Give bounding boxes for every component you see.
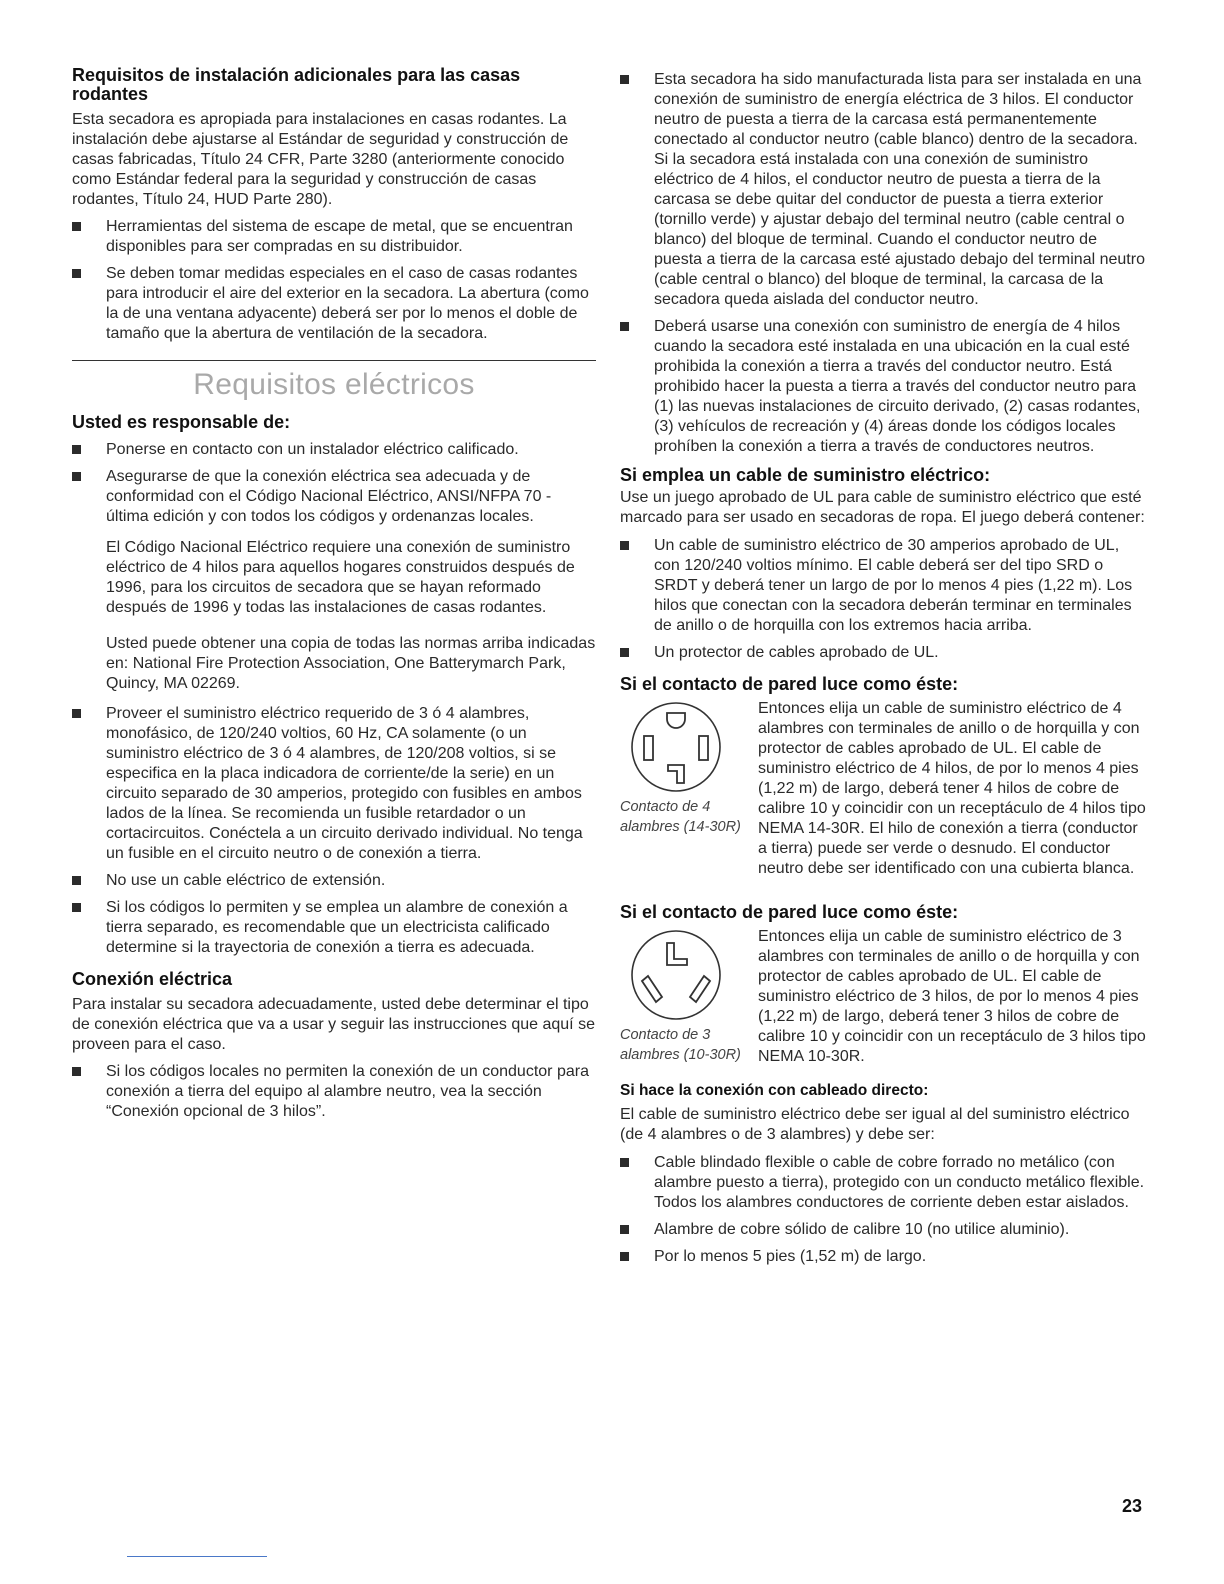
nec-paragraph: El Código Nacional Eléctrico requiere una conexión de suministro eléctrico de 4 hilos para aquellos hogares construidos después de 1996, para los circuitos de secadora que se hayan reformado después de 1996 y todas las instalaciones de casas rodantes. [106, 539, 575, 616]
list-item: Herramientas del sistema de escape de metal, que se encuentran disponibles para ser compradas en su distribuidor. [72, 217, 596, 257]
outlet3-heading: Si el contacto de pared luce como éste: [620, 902, 959, 922]
list-item: Alambre de cobre sólido de calibre 10 (no utilice aluminio). [620, 1220, 1148, 1240]
right-column [620, 64, 1148, 1267]
outlet4-figure [620, 699, 744, 837]
four-wire-outlet-icon [620, 699, 730, 795]
bullet-square-icon [72, 472, 81, 481]
list-item: Asegurarse de que la conexión eléctrica sea adecuada y de conformidad con el Código Nacional Eléctrico, ANSI/NFPA 70 - última edición y con todos los códigos y ordenanzas locales. [72, 467, 596, 527]
outlet3-figure [620, 927, 744, 1065]
connection-heading: Conexión eléctrica [72, 969, 233, 989]
outlet3-caption-line1: Contacto de 3 [620, 1027, 711, 1043]
outlet3-block [620, 927, 1148, 1067]
section-title: Requisitos eléctricos [193, 368, 475, 401]
list-item: Proveer el suministro eléctrico requerido de 3 ó 4 alambres, monofásico, de 120/240 voltios, 60 Hz, CA solamente (o un suministro eléctrico de 3 ó 4 alambres, de 120/208 voltios, si se especifica en la placa indicadora de corriente/de la serie) en un circuito separado de 30 amperios, protegido con fusibles en ambos lados de la línea. Se recomienda un fusible retardador o un cortacircuitos. Conéctela a un circuito derivado individual. No tenga un fusible en el circuito neutro o de conexión a tierra. [72, 704, 596, 864]
list-item: Deberá usarse una conexión con suministro de energía de 4 hilos cuando la secadora esté instalada en una ubicación en la cual esté prohibida la conexión a tierra a través del conductor neutro. Está prohibido hacer la puesta a tierra a través del conductor neutro para (1) las nuevas instalaciones de circuito derivado, (2) casas rodantes, (3) vehículos de recreación y (4) áreas donde los códigos locales prohíben la conexión a tierra a través de conductores neutros. [620, 317, 1148, 457]
responsible-bullets [72, 440, 596, 527]
outlet4-caption-line1: Contacto de 4 [620, 799, 711, 815]
neutral-ground-bullets [620, 70, 1148, 457]
bullet-square-icon [620, 1158, 629, 1167]
bullet-square-icon [72, 222, 81, 231]
outlet4-text: Entonces elija un cable de suministro eléctrico de 4 alambres con terminales de anillo o de horquilla y con protector de cables aprobado de UL. El cable de suministro eléctrico de 4 hilos, de por lo menos 4 pies (1,22 m) de largo, deberá tener 4 hilos de cobre de calibre 10 y coincidir con un receptáculo de 4 hilos tipo NEMA 14-30R. El hilo de conexión a tierra (conductor a tierra) puede ser verde o desnudo. El conductor neutro debe ser identificado con una cubierta blanca. [758, 700, 1146, 877]
bullet-square-icon [72, 445, 81, 454]
direct-wire-bullets [620, 1153, 1148, 1267]
list-item: Esta secadora ha sido manufacturada lista para ser instalada en una conexión de suministro de energía eléctrica de 3 hilos. El conductor neutro de puesta a tierra de la carcasa está permanentemente conectado al conductor neutro (cable blanco) dentro de la secadora. Si la secadora está instalada con una conexión de suministro eléctrico de 4 hilos, el conductor neutro de puesta a tierra de la carcasa se debe quitar del conductor de puesta a tierra exterior (tornillo verde) y ajustar debajo del terminal neutro (cable central o blanco) del bloque de terminal. Cuando el conductor neutro de puesta a tierra de la carcasa esté ajustado debajo del terminal neutro (cable central o blanco) del bloque de terminal, la carcasa de la secadora queda aislada del conductor neutro. [620, 70, 1148, 310]
list-item: Por lo menos 5 pies (1,52 m) de largo. [620, 1247, 1148, 1267]
responsible-bullets-2 [72, 704, 596, 958]
bullet-square-icon [620, 322, 629, 331]
list-item: No use un cable eléctrico de extensión. [72, 871, 596, 891]
list-item: Si los códigos locales no permiten la conexión de un conductor para conexión a tierra del equipo al alambre neutro, vea la sección “Conexión opcional de 3 hilos”. [72, 1062, 596, 1122]
mobile-home-bullets [72, 217, 596, 344]
bullet-square-icon [72, 269, 81, 278]
direct-wire-intro: El cable de suministro eléctrico debe ser igual al del suministro eléctrico (de 4 alambres o de 3 alambres) y debe ser: [620, 1106, 1130, 1143]
bullet-square-icon [620, 1225, 629, 1234]
page-number: 23 [1121, 1496, 1142, 1516]
power-cord-intro: Use un juego aprobado de UL para cable de suministro eléctrico que esté marcado para ser usado en secadoras de ropa. El juego deberá contener: [620, 489, 1145, 526]
connection-bullets [72, 1062, 596, 1122]
bullet-square-icon [72, 876, 81, 885]
outlet3-text: Entonces elija un cable de suministro eléctrico de 3 alambres con terminales de anillo o de horquilla y con protector de cables aprobado de UL. El cable de suministro eléctrico de 3 hilos, de por lo menos 4 pies (1,22 m) de largo, deberá tener 3 hilos de cobre de calibre 10 y coincidir con un receptáculo de 3 hilos tipo NEMA 10-30R. [758, 928, 1146, 1065]
nfpa-paragraph: Usted puede obtener una copia de todas las normas arriba indicadas en: National Fire Protection Association, One Batterymarch Park, Quincy, MA 02269. [106, 635, 596, 692]
responsible-heading: Usted es responsable de: [72, 412, 291, 432]
list-item: Se deben tomar medidas especiales en el caso de casas rodantes para introducir el aire del exterior en la secadora. La abertura (como la de una ventana adyacente) deberá ser por lo menos el doble de tamaño que la abertura de ventilación de la secadora. [72, 264, 596, 344]
bullet-square-icon [620, 1252, 629, 1261]
power-cord-bullets [620, 536, 1148, 663]
bullet-square-icon [620, 541, 629, 550]
mobile-home-intro: Esta secadora es apropiada para instalaciones en casas rodantes. La instalación debe ajustarse al Estándar de seguridad y construcción de casas fabricadas, Título 24 CFR, Parte 3280 (anteriormente conocido como Estándar federal para la seguridad y construcción de casas rodantes, Título 24, HUD Parte 280). [72, 111, 569, 208]
bullet-square-icon [72, 709, 81, 718]
outlet4-caption-line2: alambres (14-30R) [620, 819, 741, 835]
outlet3-caption-line2: alambres (10-30R) [620, 1047, 741, 1063]
list-item: Si los códigos lo permiten y se emplea un alambre de conexión a tierra separado, es recomendable que un electricista calificado determine si la trayectoria de conexión a tierra es adecuada. [72, 898, 596, 958]
bullet-square-icon [620, 648, 629, 657]
left-column [72, 66, 596, 1122]
section-divider [72, 360, 596, 361]
outlet4-block [620, 699, 1148, 879]
connection-intro: Para instalar su secadora adecuadamente, usted debe determinar el tipo de conexión eléctrica que va a usar y seguir las instrucciones que aquí se proveen para el caso. [72, 996, 595, 1053]
power-cord-heading: Si emplea un cable de suministro eléctrico: [620, 465, 991, 485]
outlet4-heading: Si el contacto de pared luce como éste: [620, 674, 959, 694]
bottom-rule [127, 1556, 267, 1557]
list-item: Un protector de cables aprobado de UL. [620, 643, 1148, 663]
mobile-home-heading: Requisitos de instalación adicionales para las casas rodantes [72, 65, 521, 104]
list-item: Cable blindado flexible o cable de cobre forrado no metálico (con alambre puesto a tierra), protegido con un conducto metálico flexible. Todos los alambres conductores de corriente deben estar aislados. [620, 1153, 1148, 1213]
list-item: Ponerse en contacto con un instalador eléctrico calificado. [72, 440, 596, 460]
bullet-square-icon [620, 75, 629, 84]
direct-wire-heading: Si hace la conexión con cableado directo: [620, 1082, 929, 1099]
bullet-square-icon [72, 903, 81, 912]
three-wire-outlet-icon [620, 927, 730, 1023]
list-item: Un cable de suministro eléctrico de 30 amperios aprobado de UL, con 120/240 voltios mínimo. El cable deberá ser del tipo SRD o SRDT y deberá tener un largo de por lo menos 4 pies (1,22 m). Los hilos que conectan con la secadora deberán terminar en terminales de anillo o de horquilla con los extremos hacia arriba. [620, 536, 1148, 636]
bullet-square-icon [72, 1067, 81, 1076]
